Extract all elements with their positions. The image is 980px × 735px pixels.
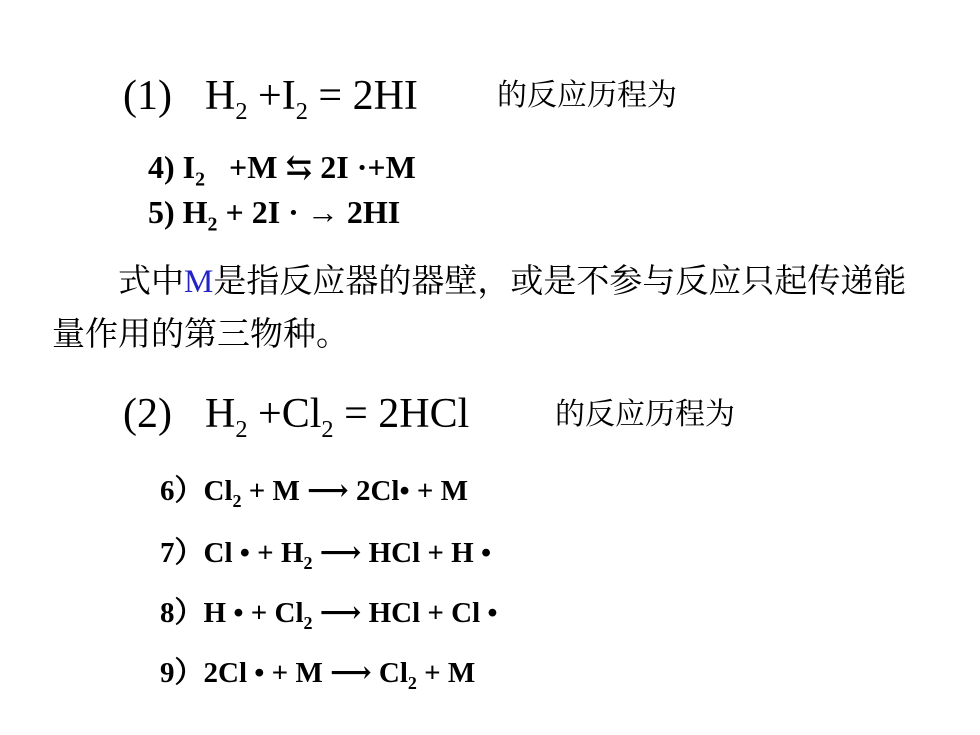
step-4-sub: 2 [195,168,206,191]
paragraph-post: 是指反应器的器壁，或是不参与反应只起传递能量作用的第三物种。 [52,261,907,353]
step-6-label: 6） [160,475,204,507]
reaction-1-rhs: 2HI [352,73,418,119]
step-7-b: ⟶ HCl + H • [312,537,492,569]
step-7 [160,530,491,571]
step-7-label: 7） [160,537,204,569]
reaction-1-equals: = [318,73,343,119]
step-5-rest: + 2I · → 2HI [225,194,401,230]
step-7-a-sub: 2 [303,552,313,573]
paragraph-pre: 式中 [118,261,184,300]
step-5 [148,194,401,236]
reaction-1-equation [123,72,418,126]
step-9 [160,650,475,691]
step-6 [160,468,468,509]
step-8-label: 8） [160,597,204,629]
step-9-b: + M [416,657,476,689]
step-4-prefix: 4) I [148,149,196,185]
reaction-2-equals: = [344,391,368,437]
reaction-1-lhs-1-sub: 2 [235,98,248,126]
step-7-a: Cl • + H [203,537,304,569]
step-6-a: Cl [203,475,233,507]
step-8-a: H • + Cl [203,597,304,629]
step-9-a: 2Cl • + M ⟶ Cl [203,657,408,689]
step-9-a-sub: 2 [407,672,417,693]
reaction-2-caption: 的反应历程为 [555,397,735,432]
step-8-a-sub: 2 [303,612,313,633]
step-9-label: 9） [160,657,204,689]
reaction-1-lhs-1: H [204,73,236,119]
reaction-2-number: (2) [123,391,172,437]
explanation-paragraph [52,255,932,360]
step-6-a-sub: 2 [232,490,242,511]
reaction-2-lhs-1-sub: 2 [235,416,248,444]
reaction-1-number: (1) [123,73,172,119]
reaction-2-lhs-2-sub: 2 [321,416,334,444]
reaction-1-plus: + [258,73,282,119]
paragraph-highlight-m: M [184,264,214,300]
step-6-b: + M ⟶ 2Cl• + M [241,475,469,507]
reaction-2-rhs: 2HCl [378,391,470,437]
reaction-2-lhs-1: H [204,391,236,437]
reaction-2-plus: + [258,391,282,437]
step-5-sub: 2 [207,213,218,236]
step-5-prefix: 5) H [148,194,208,230]
step-4-rest: +M ⇆ 2I ·+M [229,149,416,185]
reaction-1-lhs-2: I [281,73,296,119]
reaction-2-equation [123,390,470,444]
reaction-1-lhs-2-sub: 2 [295,98,308,126]
step-8 [160,590,498,631]
step-8-b: ⟶ HCl + Cl • [312,597,498,629]
step-4 [148,148,416,191]
reaction-1-caption: 的反应历程为 [497,78,677,113]
reaction-2-lhs-2: Cl [281,391,322,437]
